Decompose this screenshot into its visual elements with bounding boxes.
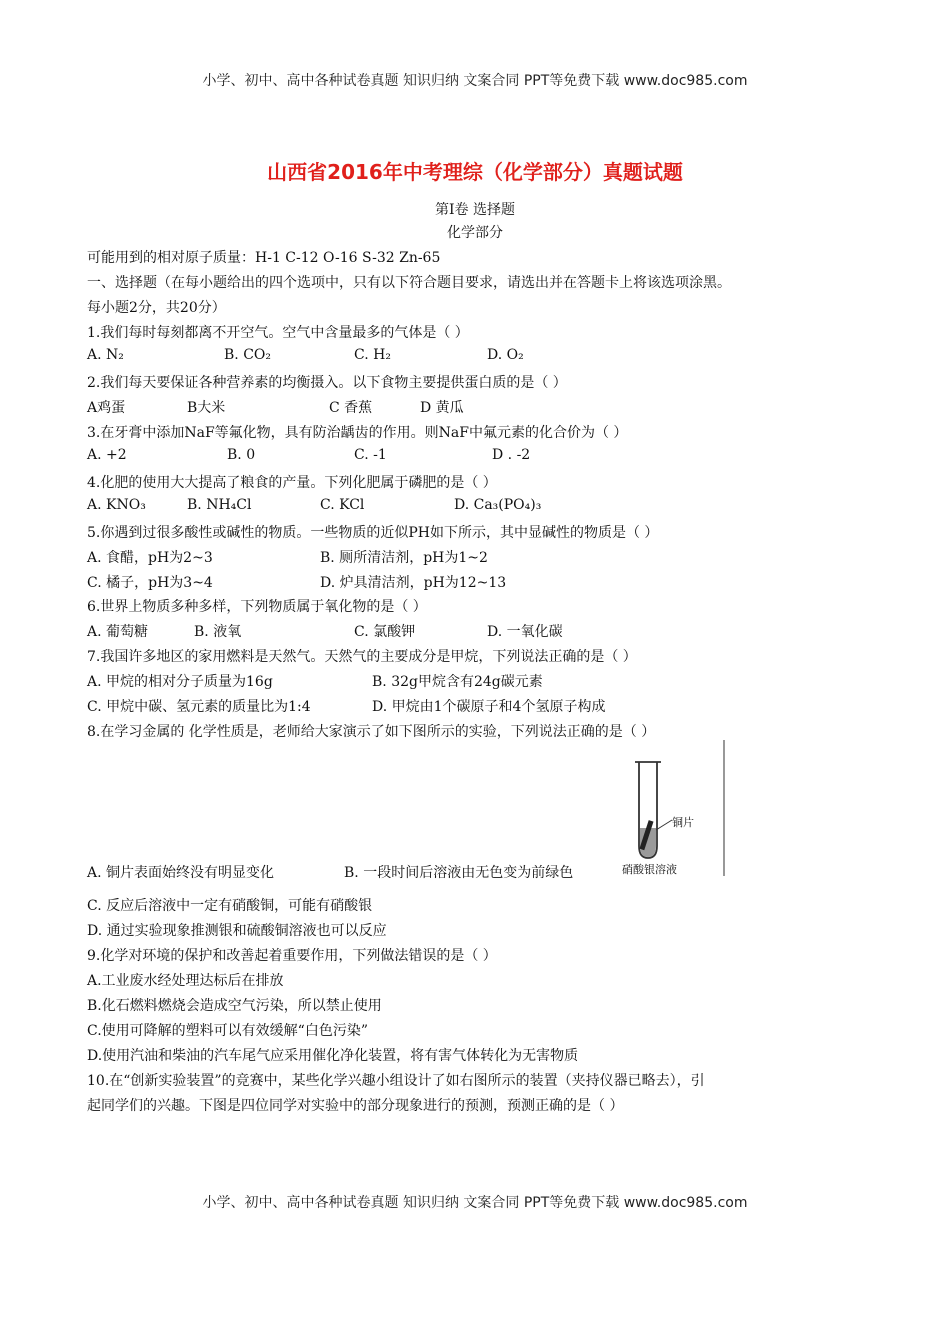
option: A. N₂ — [87, 347, 124, 363]
option: A. 铜片表面始终没有明显变化 — [87, 865, 275, 881]
option: B. NH₄Cl — [187, 497, 252, 513]
option: A. KNO₃ — [87, 497, 146, 513]
question-10-stem-line-1: 10.在“创新实验装置”的竞赛中，某些化学兴趣小组设计了如右图所示的装置（夹持仪器已略去），引 — [87, 1073, 705, 1089]
question-7-stem: 7.我国许多地区的家用燃料是天然气。天然气的主要成分是甲烷，下列说法正确的是（ ） — [87, 649, 637, 665]
option: D. 炉具清洁剂，pH为12~13 — [320, 575, 507, 591]
option: A. 食醋，pH为2~3 — [87, 550, 213, 566]
option: A. +2 — [87, 447, 127, 463]
page-footer: 小学、初中、高中各种试卷真题 知识归纳 文案合同 PPT等免费下载 www.doc985.com — [202, 1195, 748, 1211]
copper-label: 铜片 — [672, 816, 694, 829]
question-3-stem: 3.在牙膏中添加NaF等氟化物，具有防治龋齿的作用。则NaF中氟元素的化合价为（ ） — [87, 425, 628, 441]
option: D. 通过实验现象推测银和硫酸铜溶液也可以反应 — [87, 923, 387, 939]
option: D. Ca₃(PO₄)₃ — [454, 497, 542, 513]
option: B. 0 — [227, 447, 256, 463]
option: B.化石燃料燃烧会造成空气污染，所以禁止使用 — [87, 998, 382, 1014]
option: C.使用可降解的塑料可以有效缓解“白色污染” — [87, 1023, 368, 1039]
option: A鸡蛋 — [87, 400, 126, 416]
option: B. 32g甲烷含有24g碳元素 — [372, 674, 543, 690]
option: D.使用汽油和柴油的汽车尾气应采用催化净化装置，将有害气体转化为无害物质 — [87, 1048, 579, 1064]
option: C 香蕉 — [329, 400, 373, 416]
option: B. CO₂ — [224, 347, 271, 363]
option: C. 甲烷中碳、氢元素的质量比为1:4 — [87, 699, 311, 715]
option: C. KCl — [320, 497, 365, 513]
option: C. H₂ — [354, 347, 391, 363]
option: D. 甲烷由1个碳原子和4个氢原子构成 — [372, 699, 606, 715]
option: A. 甲烷的相对分子质量为16g — [87, 674, 273, 690]
option: B. 液氧 — [194, 624, 242, 640]
instructions-line-1: 一、选择题（在每小题给出的四个选项中，只有以下符合题目要求，请选出并在答题卡上将该选项涂黑。 — [87, 275, 731, 291]
question-1-stem: 1.我们每时每刻都离不开空气。空气中含量最多的气体是（ ） — [87, 325, 469, 341]
option: A.工业废水经处理达标后在排放 — [87, 973, 284, 989]
instructions-line-2: 每小题2分，共20分） — [87, 300, 226, 316]
option: D . -2 — [492, 447, 531, 463]
page-header: 小学、初中、高中各种试卷真题 知识归纳 文案合同 PPT等免费下载 www.doc985.com — [202, 73, 748, 89]
exam-title: 山西省2016年中考理综（化学部分）真题试题 — [267, 160, 683, 184]
question-6-stem: 6.世界上物质多种多样，下列物质属于氧化物的是（ ） — [87, 599, 427, 615]
option: B. 厕所清洁剂，pH为1~2 — [320, 550, 488, 566]
option: C. -1 — [354, 447, 387, 463]
question-5-stem: 5.你遇到过很多酸性或碱性的物质。一些物质的近似PH如下所示，其中显碱性的物质是（ ） — [87, 525, 659, 541]
question-9-stem: 9.化学对环境的保护和改善起着重要作用，下列做法错误的是（ ） — [87, 948, 497, 964]
option: C. 反应后溶液中一定有硝酸铜，可能有硝酸银 — [87, 898, 373, 914]
question-4-stem: 4.化肥的使用大大提高了粮食的产量。下列化肥属于磷肥的是（ ） — [87, 475, 497, 491]
option: B. 一段时间后溶液由无色变为前绿色 — [344, 865, 574, 881]
option: D 黄瓜 — [420, 400, 464, 416]
option: D. 一氧化碳 — [487, 624, 563, 640]
question-2-stem: 2.我们每天要保证各种营养素的均衡摄入。以下食物主要提供蛋白质的是（ ） — [87, 375, 567, 391]
atomic-masses: 可能用到的相对原子质量：H-1 C-12 O-16 S-32 Zn-65 — [87, 250, 441, 266]
option: B大米 — [187, 400, 226, 416]
test-tube-figure — [620, 740, 740, 878]
test-tube-diagram — [620, 740, 740, 878]
option: C. 氯酸钾 — [354, 624, 416, 640]
option: D. O₂ — [487, 347, 524, 363]
part-heading: 第Ⅰ卷 选择题 — [435, 202, 515, 218]
option: C. 橘子，pH为3~4 — [87, 575, 213, 591]
question-10-stem-line-2: 起同学们的兴趣。下图是四位同学对实验中的部分现象进行的预测，预测正确的是（ ） — [87, 1098, 624, 1114]
option: A. 葡萄糖 — [87, 624, 149, 640]
section-heading: 化学部分 — [447, 225, 503, 241]
question-8-stem: 8.在学习金属的 化学性质是，老师给大家演示了如下图所示的实验，下列说法正确的是（ ） — [87, 724, 656, 740]
solution-label: 硝酸银溶液 — [622, 863, 677, 876]
